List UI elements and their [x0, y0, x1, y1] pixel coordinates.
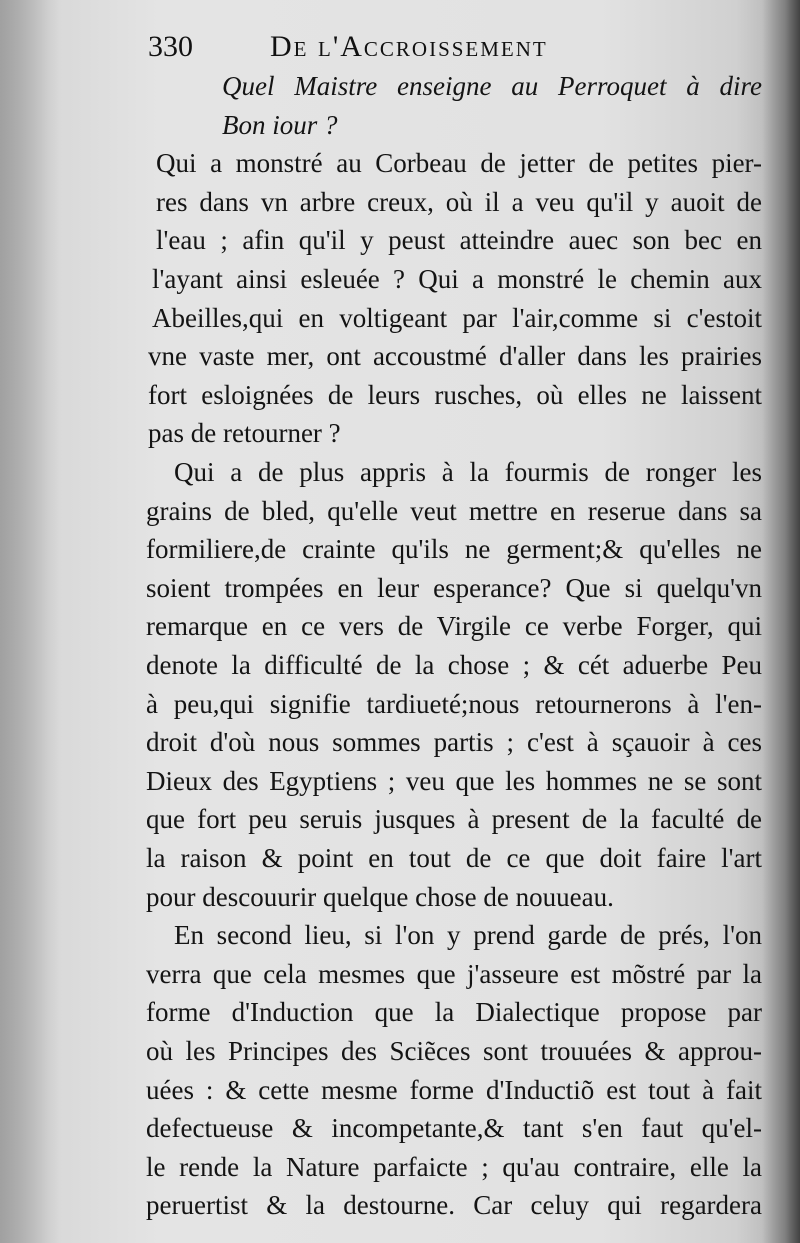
text-line: vne vaste mer, ont accoustmé d'aller dans les prairies [148, 341, 762, 372]
text-line: remarque en ce vers de Virgile ce verbe Forger, qui [146, 611, 762, 642]
text-line: à peu,qui signifie tardiueté;nous retournerons à l'en- [146, 688, 762, 719]
text-line: fort esloignées de leurs rusches, où elles ne laissent [148, 379, 762, 410]
text-line: Qui a monstré au Corbeau de jetter de petites pier- [156, 148, 762, 179]
running-title: De l'Accroissement [270, 30, 548, 63]
text-line: Quel Maistre enseigne au Perroquet à dire [222, 71, 762, 101]
page-edge-shadow [0, 0, 60, 1243]
text-line: forme d'Induction que la Dialectique propose par [146, 997, 762, 1028]
text-line: En second lieu, si l'on y prend garde de prés, l'on [174, 920, 762, 951]
text-line: la raison & point en tout de ce que doit faire l'art [146, 843, 762, 873]
text-line: pas de retourner ? [148, 418, 341, 449]
text-line: denote la difficulté de la chose ; & cét aduerbe Peu [146, 650, 762, 680]
text-line: verra que cela mesmes que j'asseure est mõstré par la [146, 958, 762, 989]
text-line: l'ayant ainsi esleuée ? Qui a monstré le chemin aux [152, 264, 762, 294]
text-line: formiliere,de crainte qu'ils ne germent;& qu'elles ne [146, 534, 762, 565]
text-line: pour descouurir quelque chose de nouueau. [146, 881, 614, 912]
binding-gutter [762, 0, 800, 1243]
text-line: res dans vn arbre creux, où il a veu qu'il y auoit de [156, 186, 762, 217]
text-line: Abeilles,qui en voltigeant par l'air,comme si c'estoit [152, 302, 762, 333]
text-line: le rende la Nature parfaicte ; qu'au contraire, elle la [146, 1151, 762, 1182]
text-line: Bon iour ? [222, 109, 338, 140]
text-line: grains de bled, qu'elle veut mettre en reserue dans sa [146, 495, 762, 526]
text-line: droit d'où nous sommes partis ; c'est à sçauoir à ces [146, 727, 762, 758]
text-line: peruertist & la destourne. Car celuy qui regardera [146, 1190, 762, 1221]
text-line: où les Principes des Sciẽces sont trouuées & approu- [146, 1036, 762, 1066]
page-number: 330 [148, 30, 193, 63]
text-line: l'eau ; afin qu'il y peust atteindre auec son bec en [156, 225, 762, 256]
text-line: soient trompées en leur esperance? Que si quelqu'vn [146, 572, 762, 603]
text-line: Qui a de plus appris à la fourmis de ronger les [174, 457, 762, 487]
text-line: defectueuse & incompetante,& tant s'en faut qu'el- [146, 1113, 762, 1144]
text-line: Dieux des Egyptiens ; veu que les hommes ne se sont [146, 765, 762, 796]
text-line: que fort peu seruis jusques à present de la faculté de [146, 804, 762, 835]
text-line: uées : & cette mesme forme d'Inductiõ est tout à fait [146, 1074, 762, 1105]
